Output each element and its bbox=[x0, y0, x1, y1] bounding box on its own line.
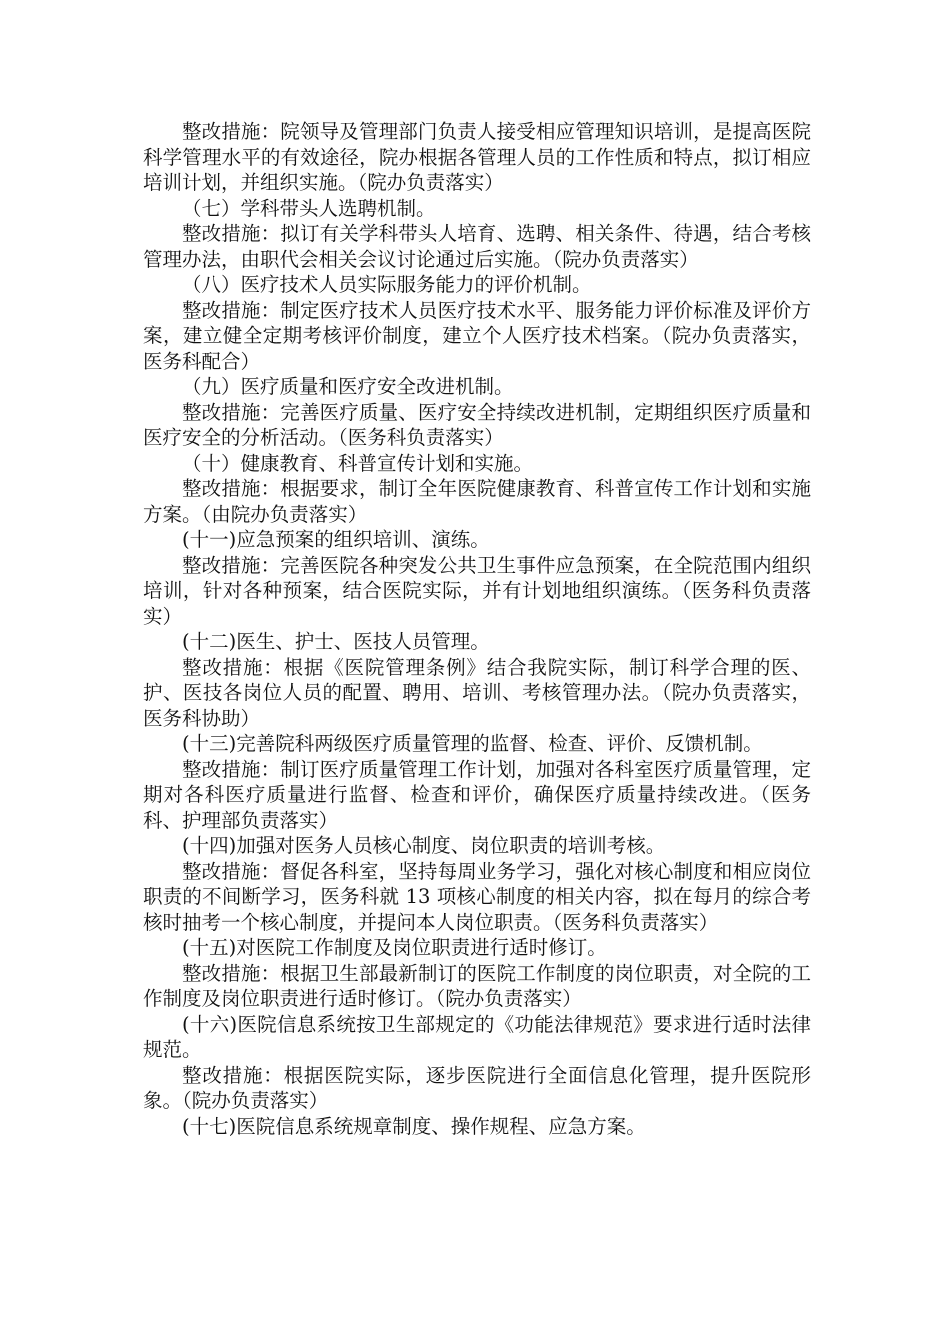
section-heading: （十）健康教育、科普宣传计划和实施。 bbox=[182, 451, 534, 475]
measure-paragraph: 整改措施：督促各科室，坚持每周业务学习，强化对核心制度和相应岗位职责的不间断学习，医务科就 13 项核心制度的相关内容，拟在每月的综合考核时抽考一个核心制度，并提问本人岗位职责。（医务科负责落实） bbox=[143, 859, 811, 934]
section-heading: （九）医疗质量和医疗安全改进机制。 bbox=[182, 375, 514, 398]
section-heading: (十五)对医院工作制度及岗位职责进行适时修订。 bbox=[182, 936, 607, 959]
section-heading: （八）医疗技术人员实际服务能力的评价机制。 bbox=[182, 273, 592, 296]
measure-paragraph: 整改措施：完善医疗质量、医疗安全持续改进机制，定期组织医疗质量和医疗安全的分析活动。（医务科负责落实） bbox=[143, 400, 811, 449]
section-heading: (十六)医院信息系统按卫生部规定的《功能法律规范》要求进行适时法律规范。 bbox=[143, 1012, 811, 1061]
measure-paragraph: 整改措施：制定医疗技术人员医疗技术水平、服务能力评价标准及评价方案，建立健全定期考核评价制度，建立个人医疗技术档案。（院办负责落实，医务科配合） bbox=[143, 298, 811, 373]
section-heading: (十二)医生、护士、医技人员管理。 bbox=[182, 630, 490, 653]
measure-paragraph: 整改措施：拟订有关学科带头人培育、选聘、相关条件、待遇，结合考核管理办法，由职代会相关会议讨论通过后实施。（院办负责落实） bbox=[143, 222, 811, 271]
section-heading: (十四)加强对医务人员核心制度、岗位职责的培训考核。 bbox=[182, 834, 666, 857]
measure-paragraph: 整改措施：完善医院各种突发公共卫生事件应急预案，在全院范围内组织培训，针对各种预案，结合医院实际，并有计划地组织演练。（医务科负责落实） bbox=[143, 553, 811, 628]
measure-paragraph: 整改措施：制订医疗质量管理工作计划，加强对各科室医疗质量管理，定期对各科医疗质量进行监督、检查和评价，确保医疗质量持续改进。（医务科、护理部负责落实） bbox=[143, 757, 811, 832]
measure-paragraph: 整改措施：根据卫生部最新制订的医院工作制度的岗位职责，对全院的工作制度及岗位职责进行适时修订。（院办负责落实） bbox=[143, 961, 811, 1010]
measure-paragraph: 整改措施：根据《医院管理条例》结合我院实际，制订科学合理的医、护、医技各岗位人员的配置、聘用、培训、考核管理办法。（院办负责落实，医务科协助） bbox=[143, 655, 811, 730]
document-body bbox=[143, 119, 811, 1139]
measure-paragraph: 整改措施：院领导及管理部门负责人接受相应管理知识培训，是提高医院科学管理水平的有效途径，院办根据各管理人员的工作性质和特点，拟订相应培训计划，并组织实施。（院办负责落实） bbox=[143, 120, 811, 194]
section-heading: (十三)完善院科两级医疗质量管理的监督、检查、评价、反馈机制。 bbox=[182, 732, 763, 755]
section-heading: (十七)医院信息系统规章制度、操作规程、应急方案。 bbox=[182, 1114, 646, 1138]
measure-paragraph: 整改措施：根据医院实际，逐步医院进行全面信息化管理，提升医院形象。（院办负责落实） bbox=[143, 1063, 811, 1112]
section-heading: (十一)应急预案的组织培训、演练。 bbox=[182, 528, 490, 551]
measure-paragraph: 整改措施：根据要求，制订全年医院健康教育、科普宣传工作计划和实施方案。（由院办负责落实） bbox=[143, 477, 811, 526]
section-heading: （七）学科带头人选聘机制。 bbox=[182, 196, 436, 220]
